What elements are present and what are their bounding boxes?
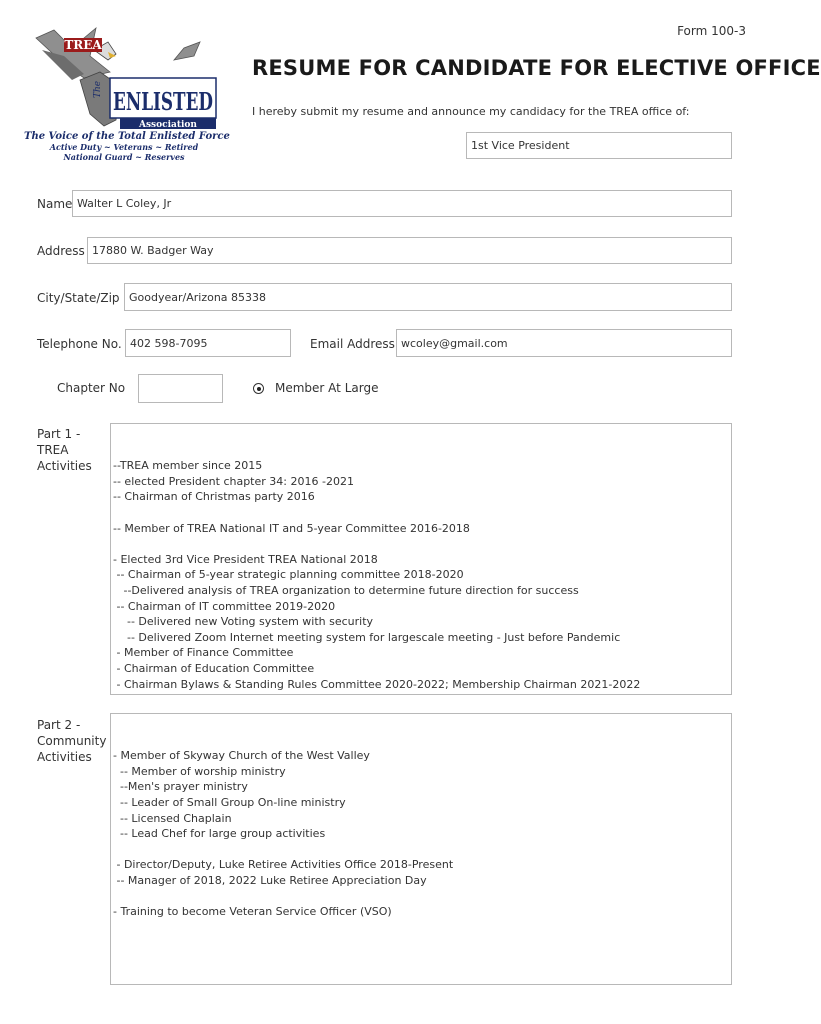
- text-line: -- Chairman of Christmas party 2016: [113, 490, 315, 504]
- part2-textarea[interactable]: [110, 713, 732, 985]
- text-line: [113, 842, 729, 858]
- logo-assoc-text: Association: [139, 120, 197, 130]
- part1-label: [37, 426, 92, 474]
- text-line: - Chairman Bylaws & Standing Rules Committee 2020-2022; Membership Chairman 2021-2022: [113, 677, 641, 691]
- text-line: --Delivered analysis of TREA organization to determine future direction for success: [113, 583, 579, 597]
- text-line: -- Delivered Zoom Internet meeting system for largescale meeting - Just before Pandemic: [113, 630, 621, 644]
- text-line: --Men's prayer ministry: [113, 780, 248, 794]
- text-line: - Director/Deputy, Luke Retiree Activities Office 2018-Present: [113, 858, 454, 872]
- text-line: - Chairman of Education Committee: [113, 661, 315, 675]
- text-line: [113, 505, 729, 521]
- email-field[interactable]: wcoley@gmail.com: [396, 329, 732, 357]
- page-title: RESUME FOR CANDIDATE FOR ELECTIVE OFFICE: [252, 56, 821, 80]
- text-line: -- Lead Chef for large group activities: [113, 827, 326, 841]
- logo-tagline: The Voice of the Total Enlisted Force: [24, 131, 230, 142]
- member-at-large-radio[interactable]: [253, 383, 264, 394]
- member-at-large-label: Member At Large: [275, 381, 379, 395]
- text-line: - Member of Skyway Church of the West Valley: [113, 749, 370, 763]
- text-line: [113, 536, 729, 552]
- part1-label-line: Activities: [37, 459, 92, 473]
- logo-tagline-block: [24, 131, 230, 162]
- part2-label: [37, 717, 106, 765]
- logo-sub2: National Guard ~ Reserves: [63, 152, 185, 162]
- name-field[interactable]: Walter L Coley, Jr: [72, 190, 732, 217]
- part2-label-line: Part 2 -: [37, 718, 81, 732]
- email-label: Email Address: [310, 337, 395, 351]
- text-line: -- Licensed Chaplain: [113, 811, 232, 825]
- telephone-field[interactable]: 402 598-7095: [125, 329, 291, 357]
- city-label: City/State/Zip: [37, 291, 120, 305]
- text-line: -- Chairman of 5-year strategic planning committee 2018-2020: [113, 568, 464, 582]
- text-line: -- Manager of 2018, 2022 Luke Retiree Appreciation Day: [113, 873, 427, 887]
- logo-sub1: Active Duty ~ Veterans ~ Retired: [49, 142, 199, 152]
- text-line: -- Delivered new Voting system with security: [113, 615, 374, 629]
- part1-label-line: TREA: [37, 443, 69, 457]
- text-line: [113, 889, 729, 905]
- logo-main-text: ENLISTED: [113, 87, 213, 116]
- telephone-label: Telephone No.: [37, 337, 122, 351]
- chapter-label: Chapter No: [57, 381, 126, 395]
- address-field[interactable]: 17880 W. Badger Way: [87, 237, 732, 264]
- text-line: --TREA member since 2015: [113, 459, 263, 473]
- text-line: -- Member of worship ministry: [113, 764, 286, 778]
- text-line: - Elected 3rd Vice President TREA National 2018: [113, 552, 378, 566]
- text-line: - Member of Finance Committee: [113, 646, 294, 660]
- intro-text: I hereby submit my resume and announce my candidacy for the TREA office of:: [252, 105, 690, 118]
- chapter-field[interactable]: [138, 374, 223, 403]
- text-line: -- Leader of Small Group On-line ministry: [113, 795, 346, 809]
- logo-the-text: The: [93, 80, 103, 98]
- logo-top-text: TREA: [64, 38, 102, 52]
- text-line: -- Chairman of IT committee 2019-2020: [113, 599, 336, 613]
- name-label: Name: [37, 197, 73, 211]
- part1-textarea[interactable]: [110, 423, 732, 695]
- city-field[interactable]: Goodyear/Arizona 85338: [124, 283, 732, 311]
- part2-label-line: Activities: [37, 750, 92, 764]
- part2-label-line: Community: [37, 734, 107, 748]
- address-label: Address: [37, 244, 85, 258]
- text-line: -- Member of TREA National IT and 5-year Committee 2016-2018: [113, 521, 470, 535]
- text-line: - Training to become Veteran Service Officer (VSO): [113, 905, 392, 919]
- office-field[interactable]: 1st Vice President: [466, 132, 732, 159]
- text-line: -- elected President chapter 34: 2016 -2021: [113, 474, 354, 488]
- form-number: Form 100-3: [677, 24, 746, 38]
- part1-label-line: Part 1 -: [37, 427, 81, 441]
